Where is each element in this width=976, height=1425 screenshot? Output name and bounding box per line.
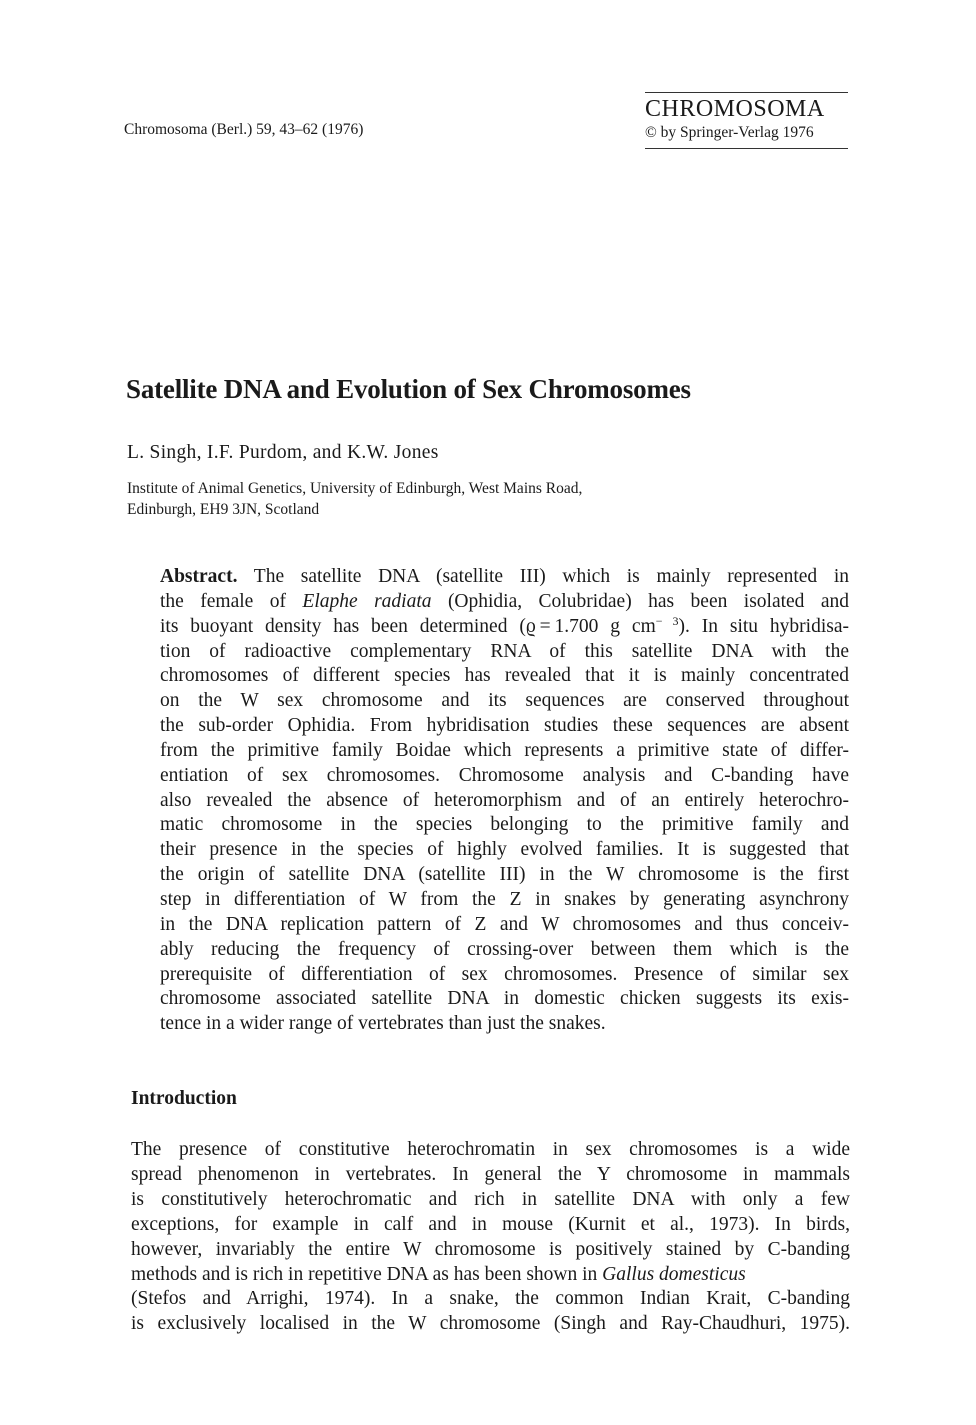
journal-masthead — [645, 92, 848, 149]
abstract-line: ably reducing the frequency of crossing-over between them which is the — [160, 938, 849, 960]
body-line: is constitutively heterochromatic and rich in satellite DNA with only a few — [131, 1188, 850, 1210]
body-line: spread phenomenon in vertebrates. In general the Y chromosome in mammals — [131, 1163, 850, 1185]
abstract-line: chromosome associated satellite DNA in domestic chicken suggests its exis- — [160, 988, 849, 1010]
abstract-line: tence in a wider range of vertebrates than just the snakes. — [160, 1013, 606, 1035]
abstract-line: on the W sex chromosome and its sequences are conserved throughout — [160, 690, 849, 712]
journal-citation: Chromosoma (Berl.) 59, 43–62 (1976) — [124, 121, 364, 138]
masthead-bottom-rule — [645, 148, 848, 149]
copyright-notice: © by Springer-Verlag 1976 — [645, 124, 814, 141]
affiliation-line: Institute of Animal Genetics, University of Edinburgh, West Mains Road, — [127, 480, 583, 497]
body-line: (Stefos and Arrighi, 1974). In a snake, the common Indian Krait, C-banding — [131, 1288, 850, 1310]
body-line: however, invariably the entire W chromosome is positively stained by C-banding — [131, 1238, 850, 1260]
abstract-line: step in differentiation of W from the Z in snakes by generating asynchrony — [160, 888, 849, 910]
species-name: Elaphe radiata — [302, 590, 432, 612]
abstract-line: prerequisite of differentiation of sex chromosomes. Presence of similar sex — [160, 963, 849, 985]
body-line: The presence of constitutive heterochromatin in sex chromosomes is a wide — [131, 1139, 850, 1160]
abstract-line: the female of Elaphe radiata (Ophidia, Colubridae) has been isolated and — [160, 590, 850, 612]
abstract-label: Abstract. — [160, 566, 238, 587]
abstract-line: their presence in the species of highly evolved families. It is suggested that — [160, 839, 849, 861]
superscript: − 3 — [655, 613, 679, 628]
abstract-line: matic chromosome in the species belonging to the primitive family and — [160, 814, 849, 836]
affiliation — [127, 478, 727, 520]
abstract-line: entiation of sex chromosomes. Chromosome analysis and C-banding have — [160, 764, 849, 786]
abstract-line: chromosomes of different species has revealed that it is mainly concentrated — [160, 665, 849, 687]
abstract-line: tion of radioactive complementary RNA of this satellite DNA with the — [160, 640, 849, 662]
introduction-body — [131, 1138, 850, 1337]
author-list: L. Singh, I.F. Purdom, and K.W. Jones — [127, 442, 439, 463]
abstract-line: Abstract. The satellite DNA (satellite III) which is mainly represented in — [160, 566, 849, 587]
body-line: methods and is rich in repetitive DNA as has been shown in Gallus domesticus — [131, 1263, 746, 1285]
abstract-line: the sub-order Ophidia. From hybridisation studies these sequences are absent — [160, 715, 849, 737]
journal-name: CHROMOSOMA — [645, 96, 825, 122]
species-name: Gallus domesticus — [602, 1263, 746, 1285]
abstract-line: in the DNA replication pattern of Z and W chromosomes and thus conceiv- — [160, 913, 849, 935]
affiliation-line: Edinburgh, EH9 3JN, Scotland — [127, 501, 320, 518]
abstract-line: from the primitive family Boidae which represents a primitive state of differ- — [160, 739, 849, 761]
masthead-top-rule — [645, 92, 848, 93]
body-line: is exclusively localised in the W chromosome (Singh and Ray-Chaudhuri, 1975). — [131, 1313, 850, 1335]
article-title: Satellite DNA and Evolution of Sex Chromosomes — [126, 374, 691, 404]
section-heading-introduction: Introduction — [131, 1088, 237, 1109]
abstract-line: also revealed the absence of heteromorphism and of an entirely heterochro- — [160, 789, 849, 811]
body-line: exceptions, for example in calf and in mouse (Kurnit et al., 1973). In birds, — [131, 1213, 850, 1235]
abstract-line: its buoyant density has been determined (ϱ = 1.700 g $cm^{- 3}$). In situ hybridisa- — [160, 613, 849, 637]
abstract — [160, 565, 849, 1037]
abstract-line: the origin of satellite DNA (satellite III) in the W chromosome is the first — [160, 864, 849, 886]
